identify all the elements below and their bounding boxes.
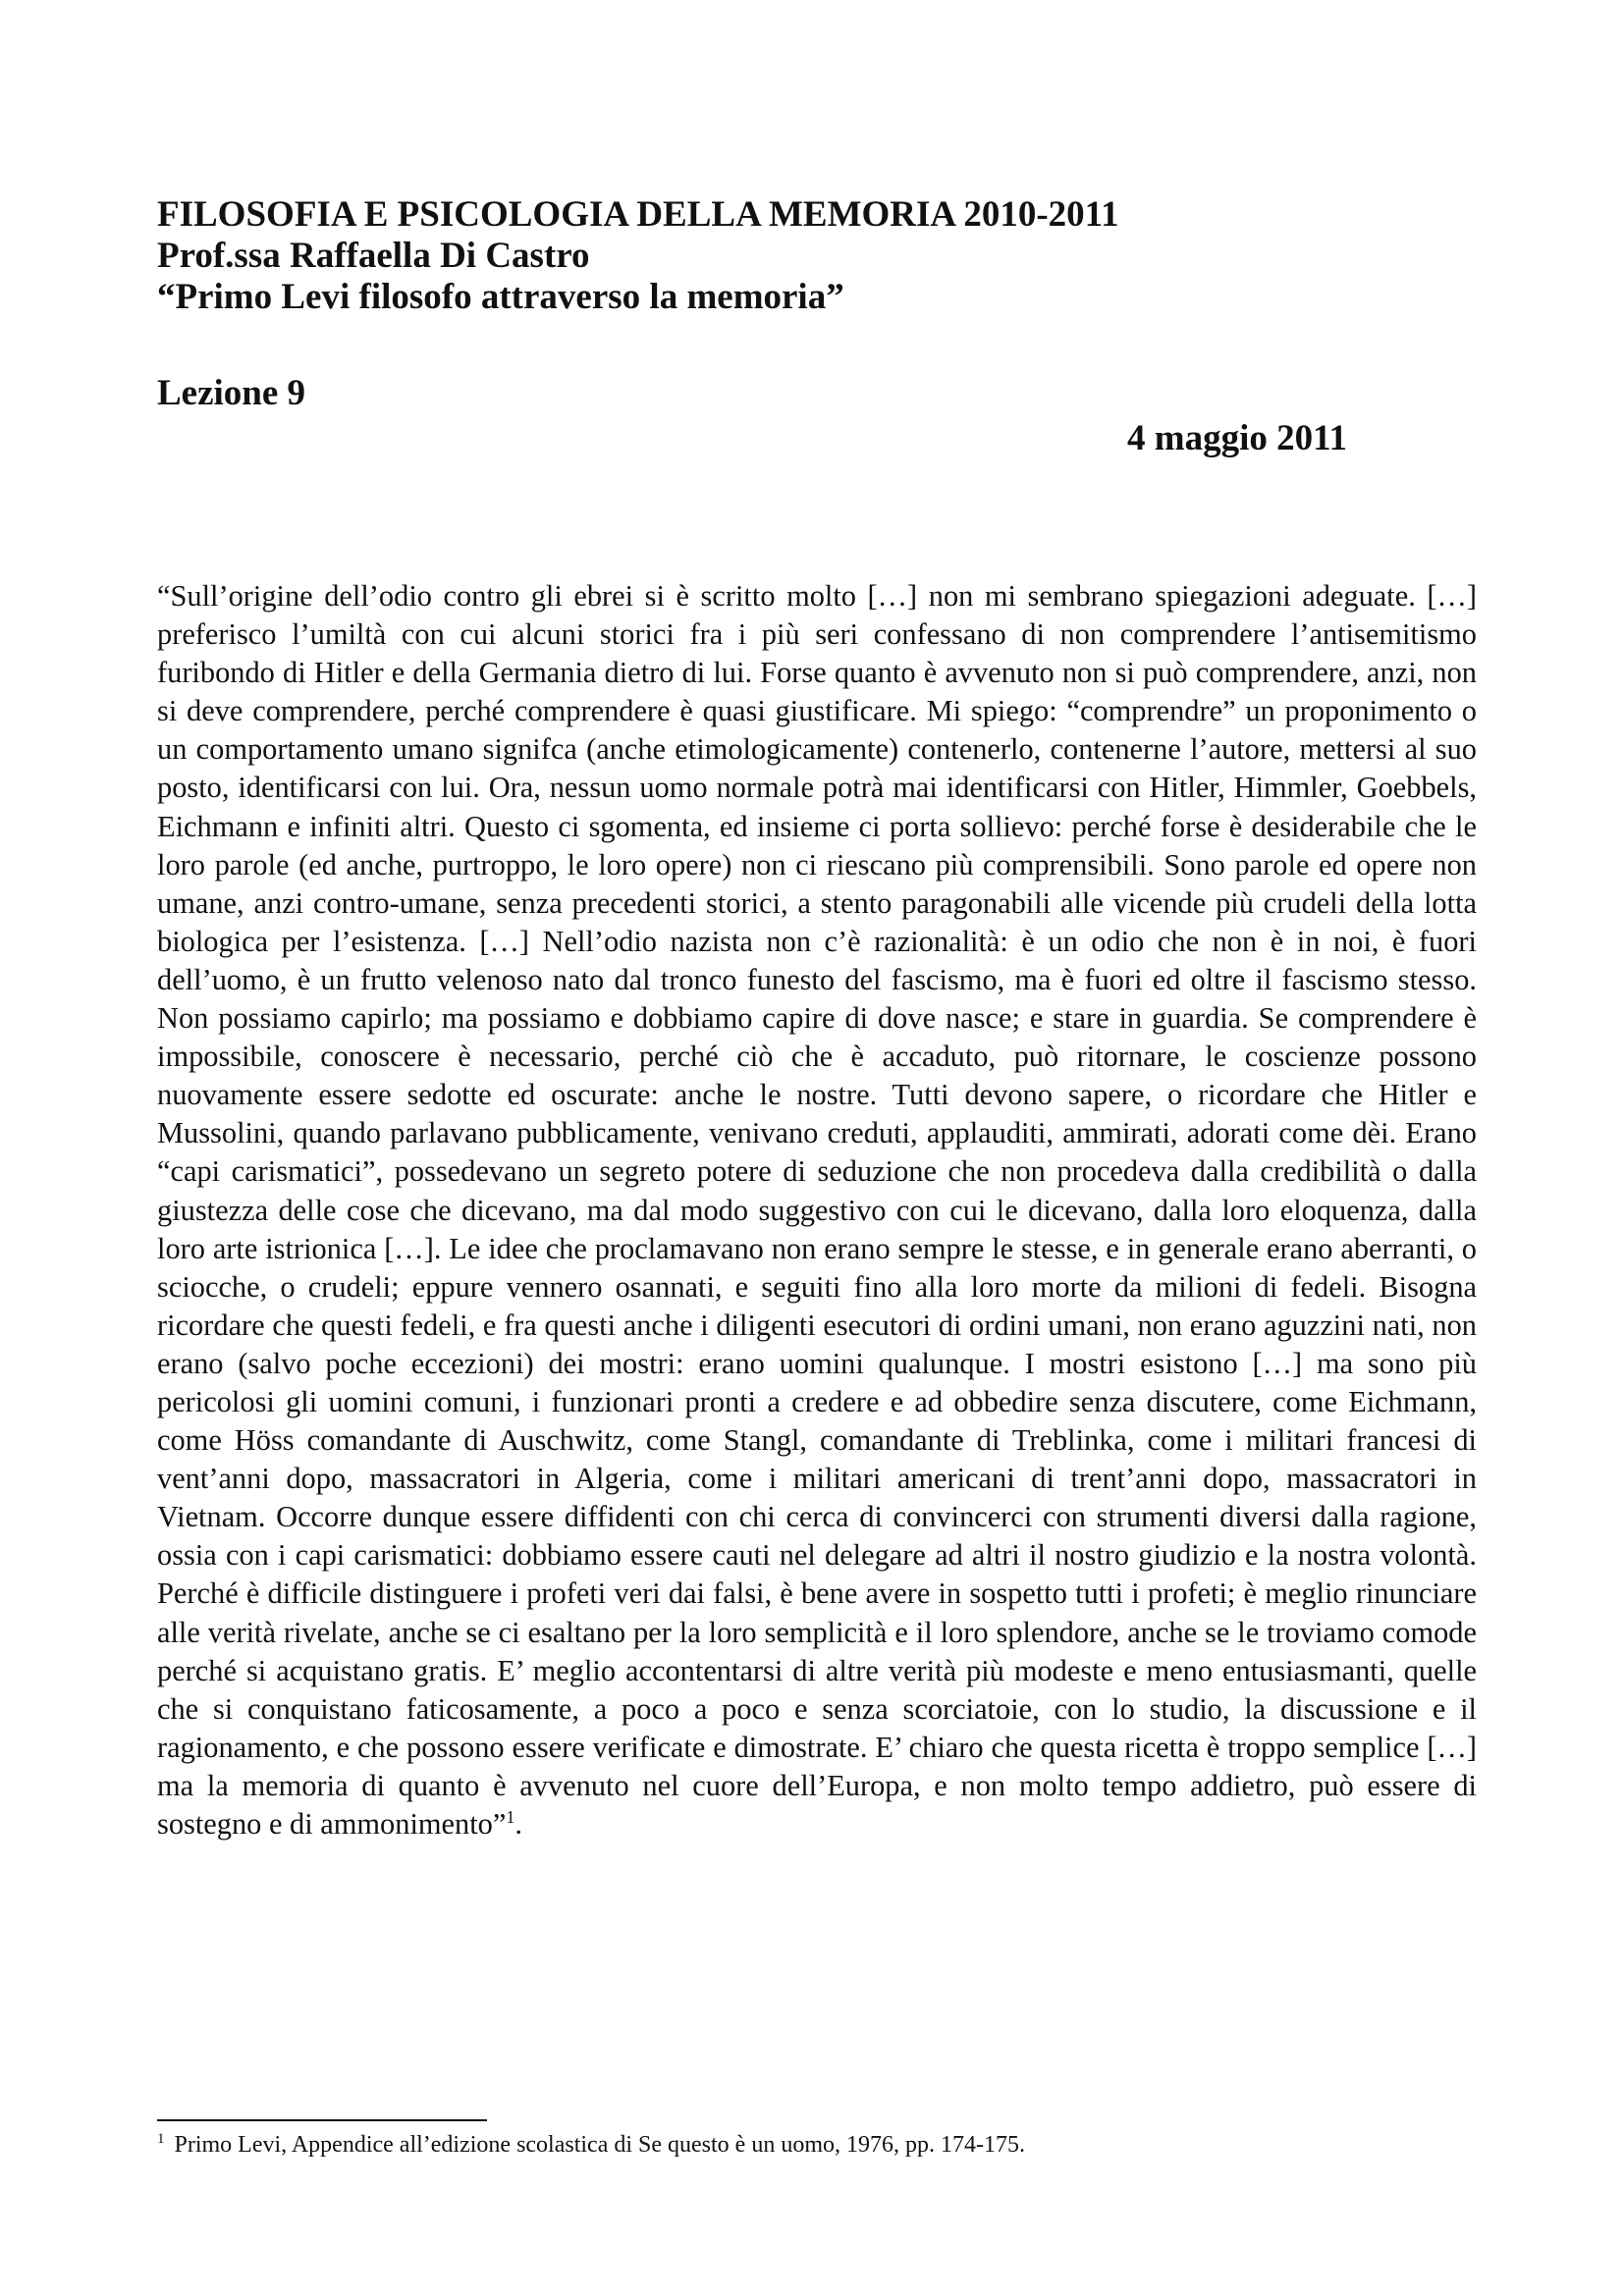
lesson-number: Lezione 9 [157, 373, 306, 413]
professor-name: Prof.ssa Raffaella Di Castro [157, 236, 590, 276]
footnote-number: 1 [157, 2131, 165, 2147]
footnote-text: Primo Levi, Appendice all’edizione scolastica di Se questo è un uomo, 1976, pp. 174-175. [174, 2132, 1025, 2158]
course-title: FILOSOFIA E PSICOLOGIA DELLA MEMORIA 2010-2011 [157, 194, 1119, 235]
lecture-title: “Primo Levi filosofo attraverso la memoria” [157, 277, 844, 317]
footnote-reference[interactable]: 1 [506, 1806, 515, 1827]
footnote-divider [157, 2119, 487, 2121]
quote-end-punctuation: . [514, 1807, 522, 1841]
quote-paragraph [157, 577, 1477, 1843]
quote-text: “Sull’origine dell’odio contro gli ebrei si è scritto molto […] non mi sembrano spiegazioni adeguate. […] preferisco l’umiltà con cui alcuni storici fra i più seri confessano di non comprendere l’antisemitismo furibondo di Hitler e della Germania dietro di lui. Forse quanto è avvenuto non si può comprendere, anzi, non si deve comprendere, perché comprendere è quasi giustificare. Mi spiego: “comprendre” un proponimento o un comportamento umano signifca (anche etimologicamente) contenerlo, contenerne l’autore, mettersi al suo posto, identificarsi con lui. Ora, nessun uomo normale potrà mai identificarsi con Hitler, Himmler, Goebbels, Eichmann e infiniti altri. Questo ci sgomenta, ed insieme ci porta sollievo: perché forse è desiderabile che le loro parole (ed anche, purtroppo, le loro opere) non ci riescano più comprensibili. Sono parole ed opere non umane, anzi contro-umane, senza precedenti storici, a stento paragonabili alle vicende più crudeli della lotta biologica per l’esistenza. […] Nell’odio nazista non c’è razionalità: è un odio che non è in noi, è fuori dell’uomo, è un frutto velenoso nato dal tronco funesto del fascismo, ma è fuori ed oltre il fascismo stesso. Non possiamo capirlo; ma possiamo e dobbiamo capire di dove nasce; e stare in guardia. Se comprendere è impossibile, conoscere è necessario, perché ciò che è accaduto, può ritornare, le coscienze possono nuovamente essere sedotte ed oscurate: anche le nostre. Tutti devono sapere, o ricordare che Hitler e Mussolini, quando parlavano pubblicamente, venivano creduti, applauditi, ammirati, adorati come dèi. Erano “capi carismatici”, possedevano un segreto potere di seduzione che non procedeva dalla credibilità o dalla giustezza delle cose che dicevano, ma dal modo suggestivo con cui le dicevano, dalla loro eloquenza, dalla loro arte istrionica […]. Le idee che proclamavano non erano sempre le stesse, e in generale erano aberranti, o sciocche, o crudeli; eppure vennero osannati, e seguiti fino alla loro morte da milioni di fedeli. Bisogna ricordare che questi fedeli, e fra questi anche i diligenti esecutori di ordini umani, non erano aguzzini nati, non erano (salvo poche eccezioni) dei mostri: erano uomini qualunque. I mostri esistono […] ma sono più pericolosi gli uomini comuni, i funzionari pronti a credere e ad obbedire senza discutere, come Eichmann, come Höss comandante di Auschwitz, come Stangl, comandante di Treblinka, come i militari francesi di vent’anni dopo, massacratori in Algeria, come i militari americani di trent’anni dopo, massacratori in Vietnam. Occorre dunque essere diffidenti con chi cerca di convincerci con strumenti diversi dalla ragione, ossia con i capi carismatici: dobbiamo essere cauti nel delegare ad altri il nostro giudizio e la nostra volontà. Perché è difficile distinguere i profeti veri dai falsi, è bene avere in sospetto tutti i profeti; è meglio rinunciare alle verità rivelate, anche se ci esaltano per la loro semplicità e il loro splendore, anche se le troviamo comode perché si acquistano gratis. E’ meglio accontentarsi di altre verità più modeste e meno entusiasmanti, quelle che si conquistano faticosamente, a poco a poco e senza scorciatoie, con lo studio, la discussione e il ragionamento, e che possono essere verificate e dimostrate. E’ chiaro che questa ricetta è troppo semplice […] ma la memoria di quanto è avvenuto nel cuore dell’Europa, e non molto tempo addietro, può essere di sostegno e di ammonimento” [157, 579, 1477, 1841]
lesson-date: 4 maggio 2011 [1127, 418, 1348, 458]
document-header [157, 194, 1473, 318]
footnote [157, 2130, 1025, 2160]
